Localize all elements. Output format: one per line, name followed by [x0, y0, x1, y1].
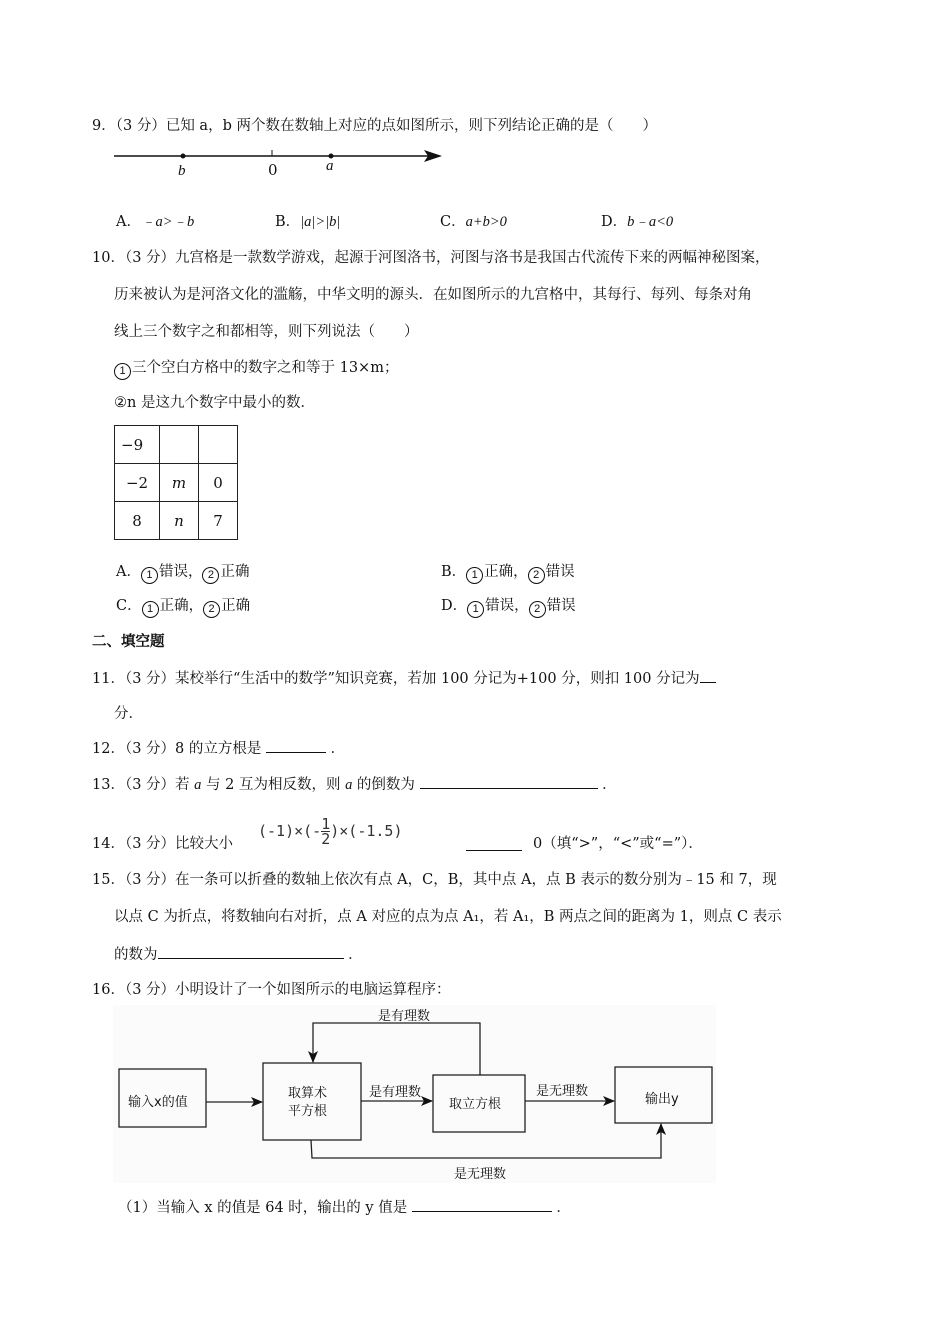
answer-blank[interactable] — [412, 1197, 552, 1212]
option-d[interactable]: D． 1 错误， 2 错误 — [441, 596, 576, 618]
flowchart-label-irrational-right: 是无理数 — [536, 1084, 589, 1099]
question-10-stem-line3: 线上三个数字之和都相等，则下列说法（ ） — [114, 324, 419, 340]
number-line-label-0: 0 — [268, 161, 278, 179]
option-d[interactable]: D．b﹣a<0 — [601, 214, 674, 230]
section-title-fill-in: 二、填空题 — [92, 634, 165, 650]
answer-blank[interactable] — [158, 944, 344, 959]
question-11-line2: 分． — [114, 706, 143, 722]
grid-cell-m: m — [160, 464, 199, 502]
question-9-stem — [92, 116, 657, 136]
flowchart-input-box: 输入x的值 — [128, 1095, 188, 1110]
statement-2: ②n 是这九个数字中最小的数． — [114, 395, 315, 411]
question-text: 已知 a，b 两个数在数轴上对应的点如图所示，则下列结论正确的是（ ） — [165, 118, 657, 134]
question-number: 9． — [92, 118, 116, 134]
math-expression: (-1)×(- $\frac{1}{2}$ )×(-1.5) — [258, 815, 403, 848]
grid-cell: 0 — [199, 464, 238, 502]
question-15-line2: 以点 C 为折点，将数轴向右对折，点 A 对应的点为点 A₁，若 A₁，B 两点之间的距离为 1，则点 C 表示 — [114, 909, 782, 925]
flowchart-sqrt-box-line2: 平方根 — [288, 1104, 328, 1119]
grid-cell: −9 — [115, 426, 160, 464]
question-16-stem: 16．（3 分）小明设计了一个如图所示的电脑运算程序： — [92, 982, 451, 998]
question-15-line1: 15．（3 分）在一条可以折叠的数轴上依次有点 A，C，B，其中点 A，点 B 表示的数分别为﹣15 和 7，现 — [92, 872, 777, 888]
option-a[interactable]: A．﹣a>﹣b — [116, 214, 195, 230]
flowchart-sqrt-box-line1: 取算术 — [288, 1086, 328, 1101]
answer-blank[interactable] — [266, 738, 326, 753]
grid-cell: −2 — [115, 464, 160, 502]
question-score: （3 分） — [115, 118, 166, 134]
answer-blank[interactable] — [700, 668, 716, 683]
question-10-stem-line1: 10．（3 分）九宫格是一款数学游戏，起源于河图洛书，河图与洛书是我国古代流传下来的两幅神秘图案， — [92, 250, 770, 266]
flowchart-label-rational-mid: 是有理数 — [369, 1085, 422, 1100]
flowchart-figure — [113, 1005, 716, 1183]
grid-cell-blank — [160, 426, 199, 464]
option-a[interactable]: A． 1 错误， 2 正确 — [116, 562, 249, 584]
question-14-suffix: 0（填“>”，“<”或“=”）． — [533, 836, 703, 852]
number-line-figure — [110, 145, 450, 185]
question-16-sub1: （1）当输入 x 的值是 64 时，输出的 y 值是 ． — [118, 1197, 571, 1218]
flowchart-cbrt-box: 取立方根 — [449, 1097, 502, 1112]
option-b[interactable]: B．|a|>|b| — [275, 214, 341, 230]
question-11-line1: 11．（3 分）某校举行“生活中的数学”知识竞赛，若加 100 分记为+100 分，则扣 100 分记为 — [92, 668, 716, 689]
question-score: （3 分） — [124, 250, 176, 266]
grid-cell-blank — [199, 426, 238, 464]
grid-cell: 8 — [115, 502, 160, 540]
nine-grid-table — [114, 425, 238, 540]
statement-1: 1 三个空白方格中的数字之和等于 13×m； — [114, 358, 398, 380]
question-14-prefix: 14．（3 分）比较大小 — [92, 836, 234, 852]
option-c[interactable]: C．a+b>0 — [440, 214, 507, 230]
question-12: 12．（3 分）8 的立方根是 ． — [92, 738, 345, 759]
option-c[interactable]: C． 1 正确， 2 正确 — [116, 596, 250, 618]
number-line-label-b: b — [178, 163, 186, 179]
flowchart-output-box: 输出y — [645, 1092, 679, 1107]
question-15-line3: 的数为 ． — [114, 944, 363, 965]
option-b[interactable]: B． 1 正确， 2 错误 — [441, 562, 575, 584]
question-10-stem-line2: 历来被认为是河洛文化的滥觞，中华文明的源头．在如图所示的九宫格中，其每行、每列、每条对角 — [114, 287, 752, 303]
grid-cell-n: n — [160, 502, 199, 540]
answer-blank[interactable] — [420, 774, 598, 789]
circled-number-1: 1 — [114, 363, 131, 380]
question-13: 13．（3 分）若 a 与 2 互为相反数，则 a 的倒数为 ． — [92, 774, 617, 795]
flowchart-label-rational-top: 是有理数 — [378, 1009, 431, 1024]
grid-cell: 7 — [199, 502, 238, 540]
question-number: 10． — [92, 250, 125, 266]
number-line-label-a: a — [326, 158, 334, 174]
flowchart-label-irrational-bottom: 是无理数 — [454, 1167, 507, 1182]
answer-blank[interactable] — [466, 836, 522, 851]
